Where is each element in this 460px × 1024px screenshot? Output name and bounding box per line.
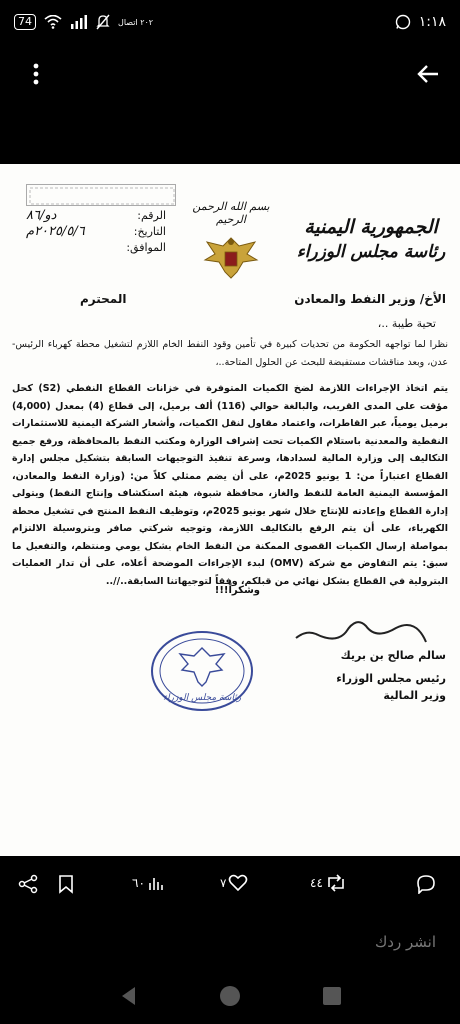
closing-thanks: وشكراً!!!: [214, 585, 260, 596]
carrier-label: ٢٠٢ اتصال: [118, 17, 154, 27]
signal-icon: [70, 15, 88, 29]
square-recents-icon: [318, 982, 346, 1010]
date-value: ٢٠٢٥/٥/٦م: [26, 224, 85, 239]
header-office: رئاسة مجلس الوزراء: [296, 242, 446, 262]
like-button[interactable]: [220, 874, 248, 892]
mute-icon: [96, 14, 110, 30]
bar-chart-icon: [147, 874, 165, 892]
match-label: الموافق:: [126, 241, 166, 254]
reference-block: [26, 208, 166, 256]
comment-icon: [416, 874, 436, 894]
document-image[interactable]: [0, 164, 460, 856]
signer-title-2: وزير المالية: [383, 689, 446, 702]
status-bar: [0, 0, 460, 44]
whatsapp-icon: [395, 14, 411, 30]
heart-icon: [228, 874, 248, 892]
status-right: [395, 14, 446, 30]
stamp-text: رئاسة مجلس الوزراء: [162, 693, 242, 703]
repost-icon: [325, 874, 347, 892]
reply-input[interactable]: انشر ردك: [374, 933, 436, 951]
official-stamp: [150, 630, 254, 712]
battery-indicator: 74: [14, 14, 36, 30]
emblem-block: [186, 200, 276, 284]
paragraph-intro: نظرا لما تواجهه الحكومة من تحديات كبيرة في تأمين وقود النفط الخام اللازم لتشغيل محطة كهرباء الرئيس- عدن، وبعد مناقشات مستفيضة للبحث عن الحلول المتاحة..،: [12, 339, 448, 368]
signer-title-1: رئيس مجلس الوزراء: [336, 672, 446, 685]
paragraph-directive: يتم اتخاذ الإجراءات اللازمة لضخ الكميات المتوفرة في خزانات القطاع النفطي (S2) كحل مؤقت على المدى القريب، والبالغة حوالي (116) ألف برميل، إلى قطاع (4) بمعدل (4,000) برميل يومياً، عبر القاطرات، واعتماد مقاول لنقل الكميات، وأشعار الشركة اليمنية للاستثمارات النفطية والمعدنية باستلام الكميات تحت إشراف الوزارة ومكتب النفط بالمحافظة، ورفع جميع التكاليف إلى وزارة المالية لسدادها، وسرعة تنفيذ التوجيهات السابقة بتشكيل مجلس إدارة القطاع اعتباراً من: 1 يونيو 2025م، على أن يضم ممثلي كلاً من: (وزارة النفط والمعادن، المؤسسة اليمنية العامة للنفط والغاز، محافظة شبوة، هيئة استكشاف وإنتاج النفط) ويتولى إدارة القطاع وإعادته للإنتاج خلال شهر يونيو 2025م، وتوظيف النفط المنتج في تشغيل محطة الكهرباء، على أن يتم الرفع بالتكاليف اللازمة، وتوجيه شركتي صافر وبتروسيلة الالتزام بمواصلة إرسال الكميات القصوى الممكنة من النفط الخام بشكل يومي ومنتظم، والتفعيل ما سبق: يتم التفاوض مع شركة (OMV) لبدء الإجراءات الموضحة أعلاه، على أن تدار العمليات البترولية في القطاع بشكل نهائي من قبلكم، وفقاً لتوجيهاتنا السابقة..//..: [12, 383, 449, 587]
views-count: ٦٠: [132, 876, 145, 890]
bookmark-button[interactable]: [58, 874, 74, 894]
respect-title: المحترم: [80, 292, 127, 306]
nav-back-button[interactable]: [115, 982, 143, 1010]
arrow-left-icon: [416, 64, 440, 84]
likes-count: ٧: [220, 876, 227, 890]
more-options-button[interactable]: [18, 56, 54, 92]
kebab-icon: [33, 63, 39, 85]
bismillah: بسم الله الرحمن الرحيم: [192, 200, 270, 226]
stamp-seal-icon: [150, 630, 254, 712]
clock: ١:١٨: [418, 14, 446, 30]
post-actions: [0, 862, 460, 906]
status-left: [14, 14, 153, 30]
share-button[interactable]: [18, 874, 38, 894]
nav-recents-button[interactable]: [318, 982, 346, 1010]
repost-button[interactable]: [310, 874, 347, 892]
signature-block: [276, 614, 446, 702]
eagle-emblem-icon: [201, 232, 261, 280]
system-nav-bar: [0, 968, 460, 1024]
nav-home-button[interactable]: [216, 982, 244, 1010]
back-button[interactable]: [410, 56, 446, 92]
viewer-toolbar: [0, 44, 460, 104]
ref-label: الرقم:: [137, 209, 166, 222]
signer-name: سالم صالح بن بريك: [340, 649, 446, 662]
reposts-count: ٤٤: [310, 876, 323, 890]
triangle-back-icon: [115, 982, 143, 1010]
bookmark-icon: [58, 874, 74, 894]
letterhead: [296, 216, 446, 262]
ref-value: دو/٨٦: [26, 208, 57, 223]
header-country: الجمهورية اليمنية: [304, 216, 438, 238]
reply-button[interactable]: [416, 874, 436, 894]
addressee: الأخ/ وزير النفط والمعادن: [294, 292, 446, 306]
received-stamp: [26, 184, 176, 206]
date-label: التاريخ:: [133, 225, 166, 238]
wifi-icon: [44, 15, 62, 29]
circle-home-icon: [216, 982, 244, 1010]
greeting: تحية طيبة ..،: [377, 317, 436, 330]
share-icon: [18, 874, 38, 894]
views-stat[interactable]: [132, 874, 165, 892]
